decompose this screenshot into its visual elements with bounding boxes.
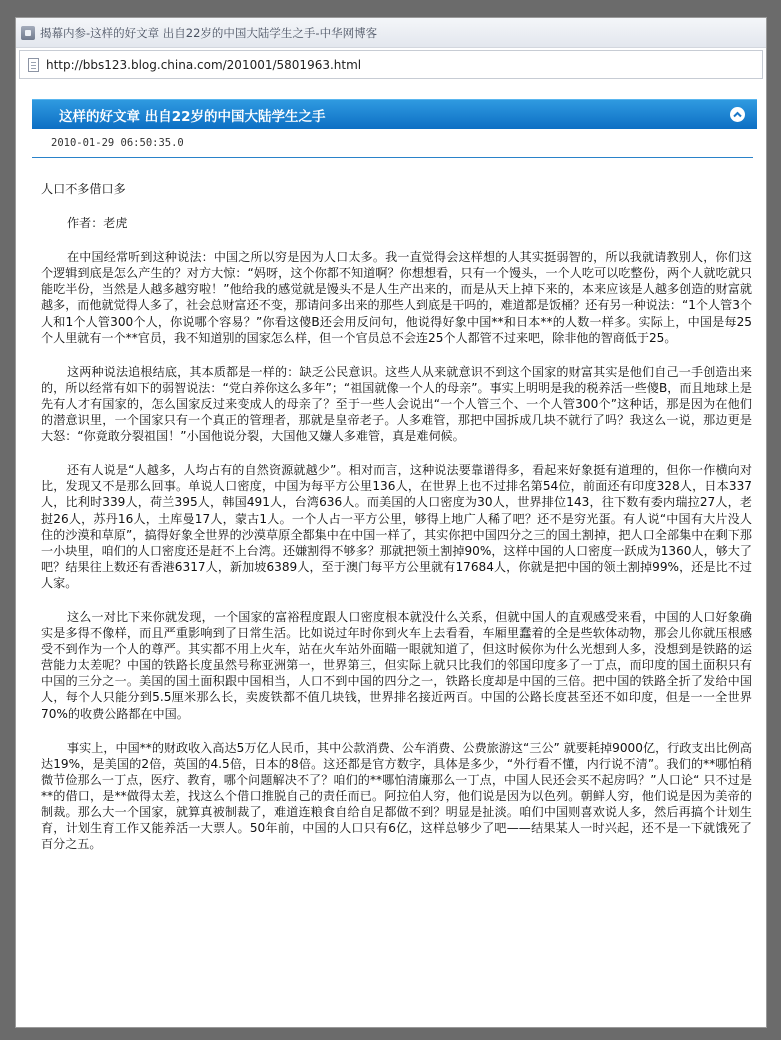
url-text[interactable]: http://bbs123.blog.china.com/201001/5801963.html	[46, 57, 362, 72]
browser-app-icon	[21, 26, 35, 40]
post-timestamp: 2010-01-29 06:50:35.0	[51, 137, 184, 149]
article-paragraph: 这么一对比下来你就发现，一个国家的富裕程度跟人口密度根本就没什么关系，但就中国人的直观感受来看，中国的人口好象确实是多得不像样，而且严重影响到了日常生活。比如说过年时你到火车上去看看，车厢里蠢着的全是些软体动物，那会儿你就压根感受不到作为一个人的尊严。其实都不用上火车，站在火车站外面瞄一眼就知道了，但这时候你为什么光想到人多，没想到是铁路的运营能力太差呢？中国的铁路长度虽然号称亚洲第一，世界第三，但实际上就只比我们的邻国印度多了一丁点，而印度的国土面积只有中国的三分之一。美国的国土面积跟中国相当，人口不到中国的四分之一，铁路长度却是中国的三倍。把中国的铁路全折了发给中国人，每个人只能分到5.5厘米那么长，卖废铁都不值几块钱，世界排名接近两百。中国的公路长度甚至还不如印度，但是一一全世界70%的收费公路都在中国。	[41, 609, 752, 721]
divider	[32, 157, 753, 158]
article-paragraph: 在中国经常听到这种说法：中国之所以穷是因为人口太多。我一直觉得会这样想的人其实挺弱智的，所以我就请教别人，你们这个逻辑到底是怎么产生的？对方大惊：“妈呀，这个你都不知道啊？你想想看，只有一个馒头，一个人吃可以吃整份，两个人就吃就只能吃半份，当然是人越多越穷啦！”他给我的感觉就是馒头不是人生产出来的，而是从天上掉下来的，本来应该是人越多创造的财富就越多，而他就觉得人多了，社会总财富还不变，那请问多出来的那些人到底是干吗的，难道都是饭桶？还有另一种说法：“1个人管3个人和1个人管300个人，你说哪个容易？”你看这傻B还会用反问句，他说得好象中国**和日本**的人数一样多。实际上，中国是每25个人里就有一个**官员，我不知道别的国家怎么样，但一个官员总不会连25个人都管不过来吧，除非他的智商低于25。	[41, 250, 752, 345]
chevron-up-icon	[733, 111, 742, 118]
article-heading: 人口不多借口多	[41, 182, 126, 196]
page-icon	[28, 58, 39, 72]
post-title: 这样的好文章 出自22岁的中国大陆学生之手	[59, 108, 326, 125]
address-bar[interactable]	[19, 50, 763, 79]
title-bar	[16, 18, 766, 48]
article-body	[41, 181, 752, 852]
article-author: 作者：老虎	[67, 216, 128, 231]
article-paragraph: 这两种说法追根结底，其本质都是一样的：缺乏公民意识。这些人从来就意识不到这个国家的财富其实是他们自己一手创造出来的，所以经常有如下的弱智说法：“党白养你这么多年”；“祖国就像一个人的母亲”。事实上明明是我的税养活一些傻B，而且地球上是先有人才有国家的，怎么国家反过来变成人的母亲了？至于一些人会说出“一个人管三个、一个人管300个”这种话，那是因为在他们的潜意识里，一个国家只有一个真正的管理者，那就是皇帝老子。人多难管，那把中国拆成几块不就行了吗？我这么一说，那边更是大怒：“你竟敢分裂祖国！”小国他说分裂，大国他又嫌人多难管，真是难伺候。	[41, 364, 752, 444]
browser-window	[15, 17, 767, 1028]
post-header	[32, 99, 757, 129]
article-paragraph: 还有人说是“人越多，人均占有的自然资源就越少”。相对而言，这种说法要靠谱得多，看起来好象挺有道理的，但你一作横向对比，发现又不是那么回事。单说人口密度，中国为每平方公里136人，在世界上也不过排名第54位，前面还有印度328人，日本337人，比利时339人，荷兰395人，韩国491人，台湾636人。而美国的人口密度为30人，世界排位143，往下数有委内瑞拉27人，老挝26人，苏丹16人，土库曼17人，蒙古1人。一个人占一平方公里，够得上地广人稀了吧？还不是穷光蛋。有人说“中国有大片没人住的沙漠和草原”，搞得好象全世界的沙漠草原全都集中在中国一样了，其实你把中国四分之三的国土割掉，把人口全部集中在剩下那一小块里，咱们的人口密度还是赶不上台湾。还嫌割得不够多？那就把领土割掉90%，这样中国的人口密度一跃成为1360人，够大了吧？结果往上数还有香港6317人，新加坡6389人，至于澳门每平方公里就有17684人，你就是把中国的领土割掉99%，还是比不过人家。	[41, 463, 752, 590]
article-paragraph: 事实上，中国**的财政收入高达5万亿人民币，其中公款消费、公车消费、公费旅游这“三公” 就要耗掉9000亿，行政支出比例高达19%，是美国的2倍，英国的4.5倍，日本的8倍。这还都是官方数字，具体是多少，“外行看不懂，内行说不清”。我们的**哪怕稍微节俭那么一丁点，医疗、教育，哪个问题解决不了？咱们的**哪怕清廉那么一丁点，中国人民还会买不起房吗？”人口论“ 只不过是**的借口，是**做得太差，找这么个借口推脱自己的责任而已。阿拉伯人穷，他们说是因为以色列。朝鲜人穷，他们说是因为美帝的制裁。那么大一个国家，就算真被制裁了，难道连粮食自给自足都做不到？明显是扯淡。咱们中国则喜欢说人多，然后再搞个计划生育，计划生育工作又能养活一大票人。50年前，中国的人口只有6亿，这样总够少了吧——结果某人一时兴起，还不是一下就饿死了百分之五。	[41, 740, 752, 852]
collapse-button[interactable]	[730, 107, 745, 122]
window-title: 揭幕内参-这样的好文章 出自22岁的中国大陆学生之手-中华网博客	[40, 25, 378, 40]
